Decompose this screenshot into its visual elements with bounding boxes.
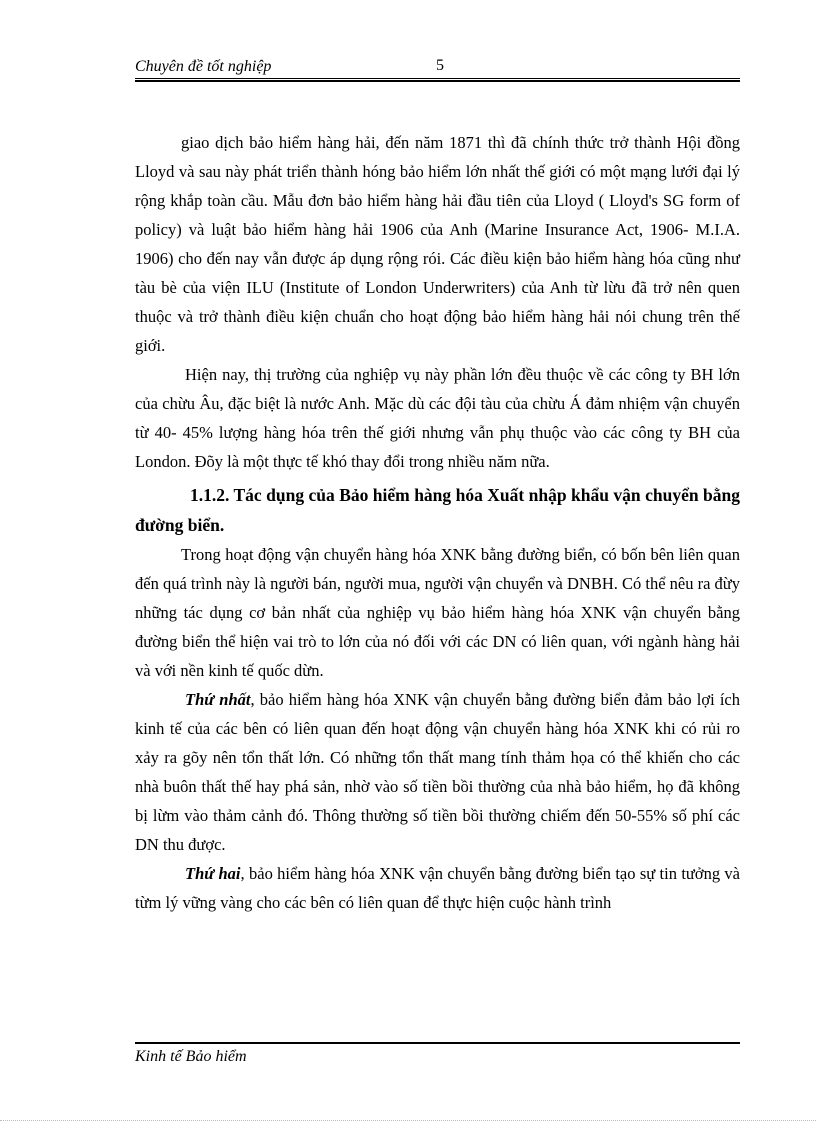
lead-first: Thứ nhất (185, 690, 251, 709)
paragraph-market: Hiện nay, thị trường của nghiệp vụ này phần lớn đều thuộc về các công ty BH lớn của chừu Âu, đặc biệt là nước Anh. Mặc dù các đội tàu của chừu Á đảm nhiệm vận chuyển từ 40- 45% lượng hàng hóa trên thế giới nhưng vẫn phụ thuộc vào các công ty BH của London. Đõy là một thực tế khó thay đổi trong nhiều năm nữa. (135, 365, 740, 471)
page-header (135, 56, 740, 80)
document-body (135, 128, 740, 917)
section-heading: 1.1.2. Tác dụng của Bảo hiểm hàng hóa Xuất nhập khẩu vận chuyển bằng đường biển. (135, 485, 740, 535)
page-edge (0, 1120, 816, 1121)
paragraph-first (135, 685, 740, 859)
paragraph-second-text: , bảo hiểm hàng hóa XNK vận chuyển bằng đường biển tạo sự tin tưởng và từm lý vững vàng cho các bên có liên quan để thực hiện cuộc hành trình (135, 864, 740, 912)
footer-rule (135, 1042, 740, 1044)
paragraph-parties: Trong hoạt động vận chuyển hàng hóa XNK bằng đường biển, có bốn bên liên quan đến quá trình này là người bán, người mua, người vận chuyển và DNBH. Có thể nêu ra đừy những tác dụng cơ bản nhất của nghiệp vụ bảo hiểm hàng hóa XNK vận chuyển bằng đường biển thể hiện vai trò to lớn của nó đối với các DN có liên quan, với ngành hàng hải và với nền kinh tế quốc dừn. (135, 545, 740, 680)
page-number: 5 (436, 57, 444, 74)
lead-second: Thứ hai (185, 864, 241, 883)
page-footer (135, 1042, 740, 1066)
header-title: Chuyên đề tốt nghiệp (135, 58, 272, 75)
paragraph-second (135, 859, 740, 917)
header-rule (135, 78, 740, 82)
paragraph-first-text: , bảo hiểm hàng hóa XNK vận chuyển bằng đường biển đảm bảo lợi ích kinh tế của các bên có liên quan đến hoạt động vận chuyển hàng hóa XNK khi có rủi ro xảy ra gõy nên tổn thất lớn. Có những tổn thất mang tính thảm họa có thể khiến cho các nhà buôn thất thế hay phá sản, nhờ vào số tiền bồi thường của nhà bảo hiểm, họ đã không bị lừm vào thảm cảnh đó. Thông thường số tiền bồi thường chiếm đến 50-55% số phí các DN thu được. (135, 690, 740, 854)
paragraph-lloyd-history: giao dịch bảo hiểm hàng hải, đến năm 1871 thì đã chính thức trở thành Hội đồng Lloyd và sau này phát triển thành hóng bảo hiểm lớn nhất thế giới có một mạng lưới đại lý rộng khắp toàn cầu. Mẫu đơn bảo hiểm hàng hải đầu tiên của Lloyd ( Lloyd's SG form of policy) và luật bảo hiểm hàng hải 1906 của Anh (Marine Insurance Act, 1906- M.I.A. 1906) cho đến nay vẫn được áp dụng rộng rói. Các điều kiện bảo hiểm hàng hóa cũng như tàu bè của viện ILU (Institute of London Underwriters) của Anh từ lừu đã trở nên quen thuộc và trở thành điều kiện chuẩn cho hoạt động bảo hiểm hàng hải nói chung trên thế giới. (135, 133, 740, 355)
footer-text: Kinh tế Bảo hiểm (135, 1048, 247, 1065)
